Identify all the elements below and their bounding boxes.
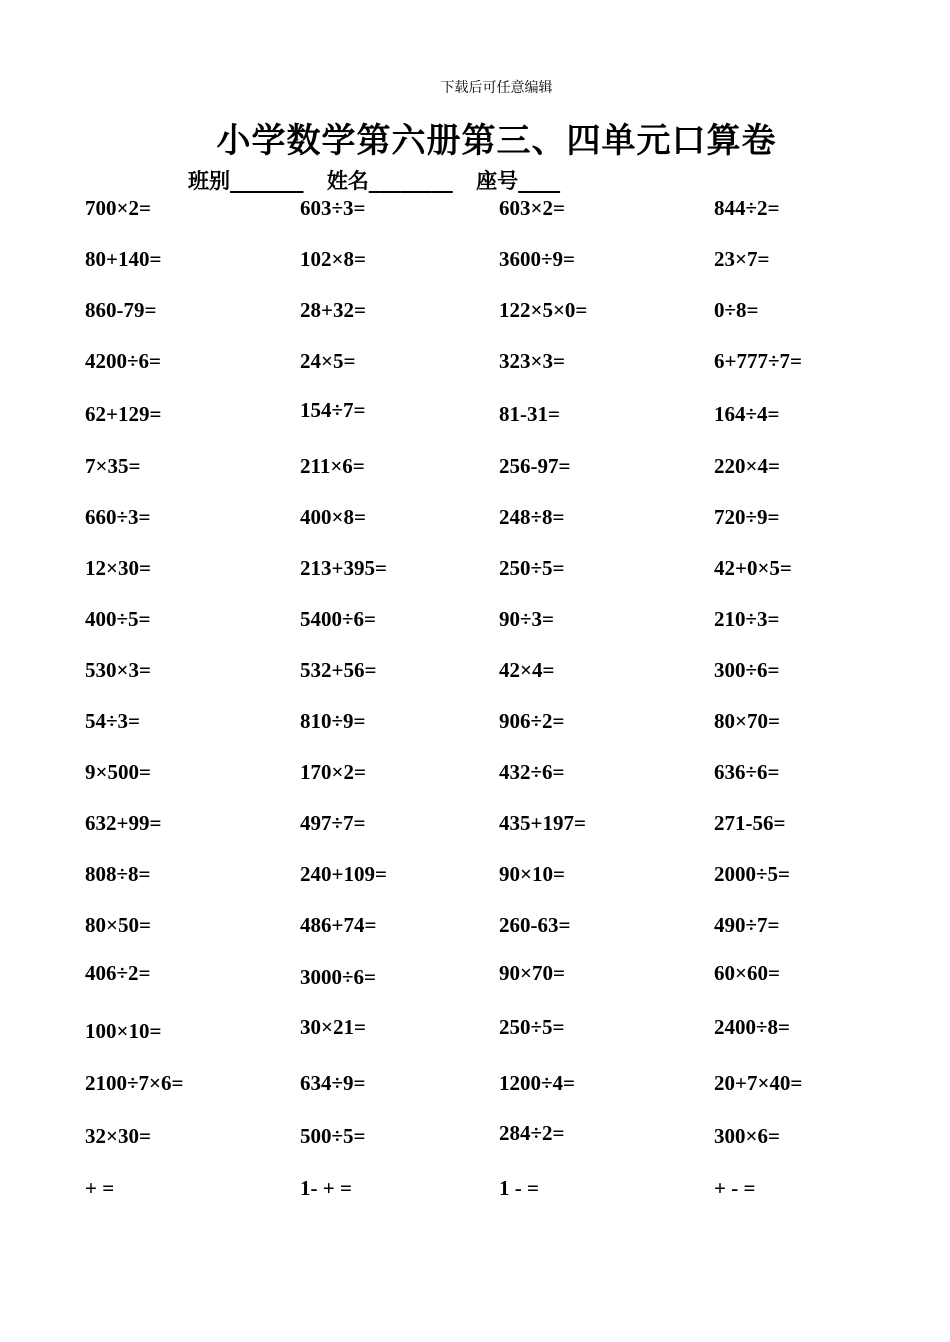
problem-item: 42×4=: [499, 658, 555, 682]
problem-item: 28+32=: [300, 298, 366, 322]
problem-row: [0, 349, 950, 379]
problem-item: 406÷2=: [85, 961, 151, 985]
problem-item: 1 - =: [499, 1176, 539, 1200]
student-info-line: [188, 165, 576, 195]
problem-item: 250÷5=: [499, 1015, 565, 1039]
problem-item: 81-31=: [499, 402, 560, 426]
problem-item: 213+395=: [300, 556, 387, 580]
problem-item: 90÷3=: [499, 607, 554, 631]
problem-item: 603÷3=: [300, 196, 366, 220]
problem-item: 660÷3=: [85, 505, 151, 529]
problem-item: 500÷5=: [300, 1124, 366, 1148]
problem-item: 486+74=: [300, 913, 377, 937]
problem-item: 12×30=: [85, 556, 151, 580]
seat-number-field: 座号____: [476, 169, 561, 193]
problem-item: 32×30=: [85, 1124, 151, 1148]
problem-item: 300×6=: [714, 1124, 780, 1148]
problem-item: 62+129=: [85, 402, 162, 426]
problem-row: [0, 454, 950, 484]
problem-item: 24×5=: [300, 349, 356, 373]
problem-row: [0, 298, 950, 328]
problem-item: 54÷3=: [85, 709, 140, 733]
problem-item: 860-79=: [85, 298, 157, 322]
problem-item: 6+777÷7=: [714, 349, 802, 373]
problem-item: 271-56=: [714, 811, 786, 835]
problem-row: [0, 811, 950, 841]
problem-item: 260-63=: [499, 913, 571, 937]
problem-row: [0, 1071, 950, 1101]
problem-row: [0, 913, 950, 943]
problem-item: 250÷5=: [499, 556, 565, 580]
problem-item: 400×8=: [300, 505, 366, 529]
problem-item: 211×6=: [300, 454, 365, 478]
problem-item: 532+56=: [300, 658, 377, 682]
problem-row: [0, 658, 950, 688]
problem-item: 432÷6=: [499, 760, 565, 784]
problem-row: [0, 862, 950, 892]
name-field: 姓名________: [326, 169, 453, 193]
problem-item: 102×8=: [300, 247, 366, 271]
problem-item: 720÷9=: [714, 505, 780, 529]
problem-item: 906÷2=: [499, 709, 565, 733]
problem-item: 9×500=: [85, 760, 151, 784]
problem-row: [0, 247, 950, 277]
header-note: 下载后可任意编辑: [440, 80, 553, 96]
problem-item: 284÷2=: [499, 1121, 565, 1145]
problem-row: [0, 505, 950, 535]
problem-item: 90×10=: [499, 862, 565, 886]
problem-item: 490÷7=: [714, 913, 780, 937]
problem-item: 634÷9=: [300, 1071, 366, 1095]
problem-row: [0, 963, 950, 993]
problem-item: 632+99=: [85, 811, 162, 835]
problem-item: 100×10=: [85, 1019, 162, 1043]
problem-item: 7×35=: [85, 454, 141, 478]
problem-item: 122×5×0=: [499, 298, 588, 322]
problem-item: 300÷6=: [714, 658, 780, 682]
problem-item: + =: [85, 1176, 115, 1200]
problem-item: 603×2=: [499, 196, 565, 220]
problem-row: [0, 556, 950, 586]
problem-row: [0, 1017, 950, 1047]
problem-item: 530×3=: [85, 658, 151, 682]
problem-item: 323×3=: [499, 349, 565, 373]
problem-item: 80×50=: [85, 913, 151, 937]
problem-item: 2400÷8=: [714, 1015, 790, 1039]
problem-row: [0, 1176, 950, 1206]
problem-item: 42+0×5=: [714, 556, 792, 580]
problem-row: [0, 398, 950, 432]
problem-row: [0, 709, 950, 739]
problem-item: 248÷8=: [499, 505, 565, 529]
problem-item: 30×21=: [300, 1015, 366, 1039]
problem-item: 497÷7=: [300, 811, 366, 835]
problem-item: 810÷9=: [300, 709, 366, 733]
problem-item: 80×70=: [714, 709, 780, 733]
problem-item: 1- + =: [300, 1176, 352, 1200]
problem-item: 154÷7=: [300, 398, 366, 422]
problem-item: 20+7×40=: [714, 1071, 803, 1095]
problem-item: 60×60=: [714, 961, 780, 985]
problem-item: 3000÷6=: [300, 965, 376, 989]
class-field: 班别_______: [188, 169, 304, 193]
problem-item: 0÷8=: [714, 298, 759, 322]
problem-item: 256-97=: [499, 454, 571, 478]
problem-item: 170×2=: [300, 760, 366, 784]
problem-row: [0, 607, 950, 637]
problem-item: 220×4=: [714, 454, 780, 478]
problem-item: 700×2=: [85, 196, 151, 220]
problem-item: 636÷6=: [714, 760, 780, 784]
problem-item: 2100÷7×6=: [85, 1071, 184, 1095]
problem-row: [0, 760, 950, 790]
problem-row: [0, 196, 950, 226]
problem-item: + - =: [714, 1176, 756, 1200]
problem-item: 80+140=: [85, 247, 162, 271]
problem-item: 210÷3=: [714, 607, 780, 631]
problem-item: 4200÷6=: [85, 349, 161, 373]
problem-item: 164÷4=: [714, 402, 780, 426]
problem-item: 808÷8=: [85, 862, 151, 886]
problem-item: 400÷5=: [85, 607, 151, 631]
problem-row: [0, 1121, 950, 1154]
problem-item: 5400÷6=: [300, 607, 376, 631]
page-title: 小学数学第六册第三、四单元口算卷: [216, 121, 777, 161]
problem-item: 90×70=: [499, 961, 565, 985]
problem-item: 3600÷9=: [499, 247, 575, 271]
problem-item: 435+197=: [499, 811, 586, 835]
problem-item: 844÷2=: [714, 196, 780, 220]
problem-item: 23×7=: [714, 247, 770, 271]
problem-item: 2000÷5=: [714, 862, 790, 886]
problem-item: 240+109=: [300, 862, 387, 886]
problem-item: 1200÷4=: [499, 1071, 575, 1095]
